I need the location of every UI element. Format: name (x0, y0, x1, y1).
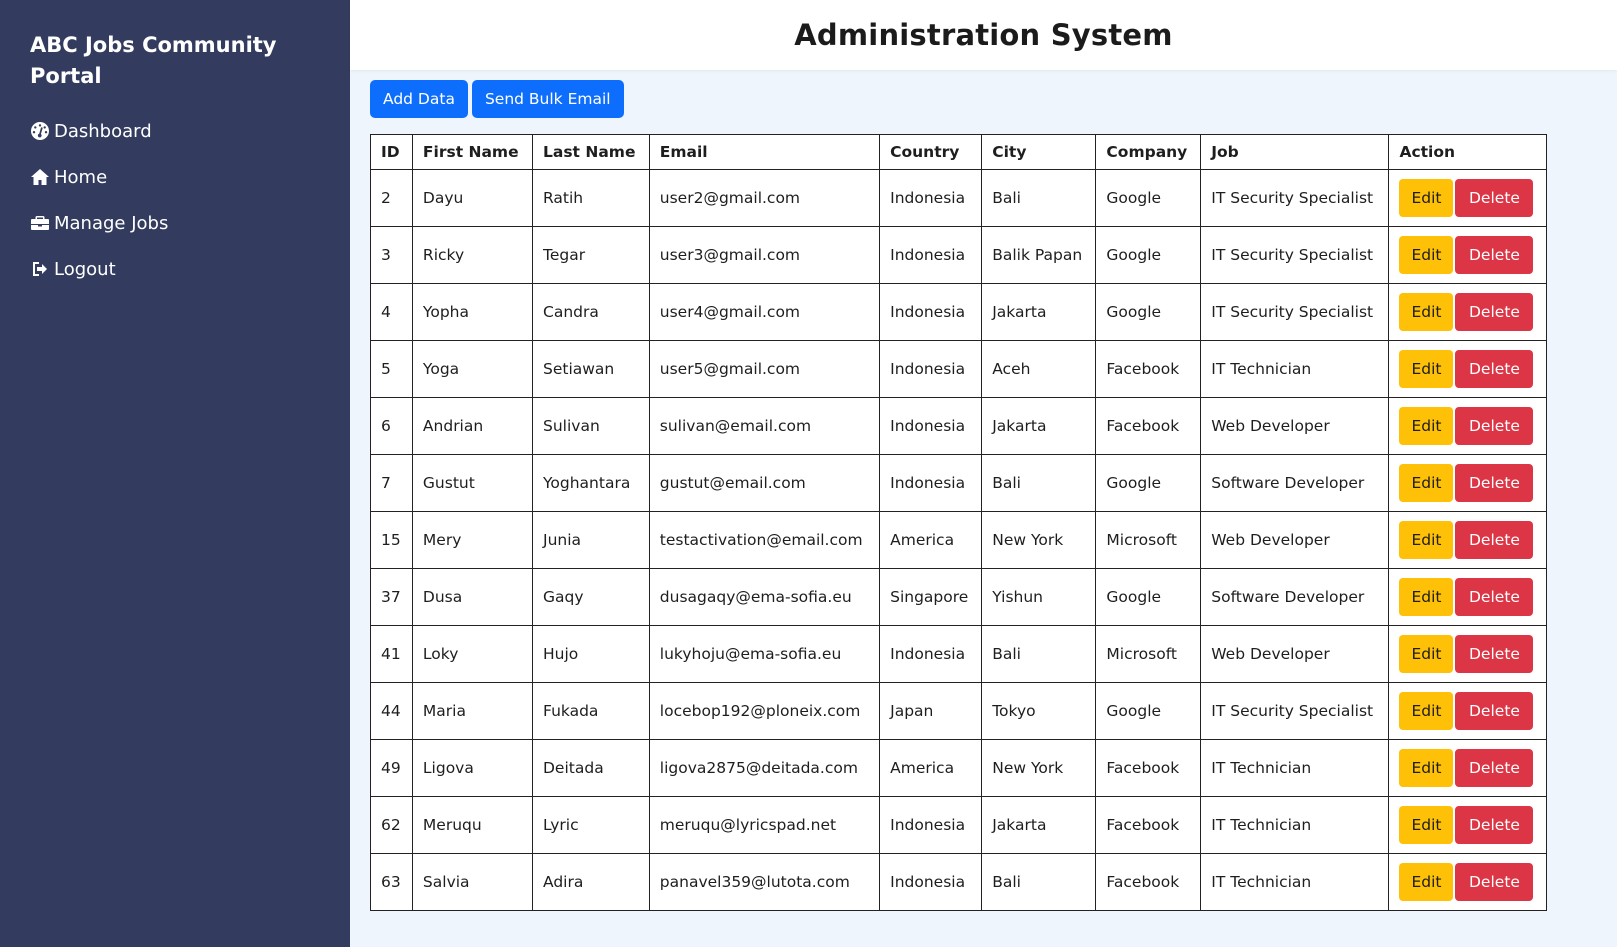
edit-button[interactable]: Edit (1399, 863, 1453, 901)
cell-first-name: Loky (412, 626, 532, 683)
table-row (371, 398, 1547, 455)
table-row (371, 683, 1547, 740)
cell-id: 63 (371, 854, 413, 911)
cell-action (1389, 569, 1547, 626)
cell-action (1389, 398, 1547, 455)
cell-last-name: Gaqy (533, 569, 650, 626)
cell-company: Microsoft (1096, 512, 1201, 569)
cell-email: user2@gmail.com (649, 170, 879, 227)
cell-last-name: Tegar (533, 227, 650, 284)
delete-button[interactable]: Delete (1455, 236, 1533, 274)
cell-last-name: Ratih (533, 170, 650, 227)
cell-first-name: Maria (412, 683, 532, 740)
cell-first-name: Salvia (412, 854, 532, 911)
cell-company: Facebook (1096, 341, 1201, 398)
table-row (371, 512, 1547, 569)
cell-job: Web Developer (1201, 626, 1389, 683)
column-header-city: City (982, 135, 1096, 170)
cell-company: Facebook (1096, 854, 1201, 911)
cell-country: America (880, 740, 982, 797)
sidebar-item-manage-jobs[interactable] (30, 200, 350, 246)
table-row (371, 341, 1547, 398)
home-icon (30, 167, 50, 187)
column-header-email: Email (649, 135, 879, 170)
column-header-country: Country (880, 135, 982, 170)
cell-last-name: Setiawan (533, 341, 650, 398)
edit-button[interactable]: Edit (1399, 692, 1453, 730)
cell-company: Google (1096, 455, 1201, 512)
cell-job: IT Technician (1201, 797, 1389, 854)
column-header-job: Job (1201, 135, 1389, 170)
dashboard-icon (30, 121, 50, 141)
cell-email: user4@gmail.com (649, 284, 879, 341)
cell-city: Bali (982, 455, 1096, 512)
edit-button[interactable]: Edit (1399, 521, 1453, 559)
table-row (371, 797, 1547, 854)
cell-first-name: Ricky (412, 227, 532, 284)
delete-button[interactable]: Delete (1455, 635, 1533, 673)
delete-button[interactable]: Delete (1455, 521, 1533, 559)
cell-id: 5 (371, 341, 413, 398)
cell-last-name: Sulivan (533, 398, 650, 455)
cell-first-name: Ligova (412, 740, 532, 797)
cell-city: Yishun (982, 569, 1096, 626)
cell-action (1389, 455, 1547, 512)
cell-country: Indonesia (880, 797, 982, 854)
cell-first-name: Dayu (412, 170, 532, 227)
cell-email: panavel359@lutota.com (649, 854, 879, 911)
cell-action (1389, 170, 1547, 227)
cell-job: IT Security Specialist (1201, 284, 1389, 341)
cell-country: Indonesia (880, 170, 982, 227)
cell-email: sulivan@email.com (649, 398, 879, 455)
cell-city: New York (982, 740, 1096, 797)
cell-action (1389, 341, 1547, 398)
briefcase-icon (30, 213, 50, 233)
cell-email: user5@gmail.com (649, 341, 879, 398)
cell-city: New York (982, 512, 1096, 569)
cell-id: 6 (371, 398, 413, 455)
cell-email: lukyhoju@ema-sofia.eu (649, 626, 879, 683)
edit-button[interactable]: Edit (1399, 635, 1453, 673)
table-row (371, 854, 1547, 911)
delete-button[interactable]: Delete (1455, 350, 1533, 388)
cell-job: Web Developer (1201, 398, 1389, 455)
edit-button[interactable]: Edit (1399, 464, 1453, 502)
cell-last-name: Deitada (533, 740, 650, 797)
cell-job: IT Technician (1201, 740, 1389, 797)
delete-button[interactable]: Delete (1455, 179, 1533, 217)
cell-company: Google (1096, 284, 1201, 341)
column-header-id: ID (371, 135, 413, 170)
cell-email: testactivation@email.com (649, 512, 879, 569)
cell-id: 2 (371, 170, 413, 227)
cell-city: Aceh (982, 341, 1096, 398)
edit-button[interactable]: Edit (1399, 407, 1453, 445)
cell-country: Indonesia (880, 284, 982, 341)
cell-action (1389, 854, 1547, 911)
cell-country: Indonesia (880, 854, 982, 911)
delete-button[interactable]: Delete (1455, 293, 1533, 331)
delete-button[interactable]: Delete (1455, 749, 1533, 787)
cell-email: locebop192@ploneix.com (649, 683, 879, 740)
delete-button[interactable]: Delete (1455, 692, 1533, 730)
cell-email: meruqu@lyricspad.net (649, 797, 879, 854)
column-header-last-name: Last Name (533, 135, 650, 170)
cell-action (1389, 797, 1547, 854)
cell-first-name: Gustut (412, 455, 532, 512)
cell-first-name: Meruqu (412, 797, 532, 854)
cell-city: Jakarta (982, 797, 1096, 854)
edit-button[interactable]: Edit (1399, 179, 1453, 217)
edit-button[interactable]: Edit (1399, 578, 1453, 616)
toolbar (370, 80, 624, 118)
sidebar-item-logout[interactable] (30, 246, 350, 292)
cell-job: IT Technician (1201, 341, 1389, 398)
cell-job: Software Developer (1201, 569, 1389, 626)
table-row (371, 626, 1547, 683)
cell-id: 4 (371, 284, 413, 341)
table-row (371, 740, 1547, 797)
cell-action (1389, 740, 1547, 797)
cell-id: 7 (371, 455, 413, 512)
cell-id: 44 (371, 683, 413, 740)
cell-action (1389, 626, 1547, 683)
table-row (371, 455, 1547, 512)
cell-company: Facebook (1096, 797, 1201, 854)
delete-button[interactable]: Delete (1455, 863, 1533, 901)
cell-country: Indonesia (880, 455, 982, 512)
cell-id: 62 (371, 797, 413, 854)
brand-title[interactable]: ABC Jobs Community Portal (30, 33, 277, 88)
cell-action (1389, 683, 1547, 740)
cell-city: Jakarta (982, 284, 1096, 341)
cell-last-name: Candra (533, 284, 650, 341)
cell-action (1389, 284, 1547, 341)
cell-email: ligova2875@deitada.com (649, 740, 879, 797)
cell-last-name: Junia (533, 512, 650, 569)
cell-last-name: Lyric (533, 797, 650, 854)
cell-job: IT Security Specialist (1201, 227, 1389, 284)
cell-company: Google (1096, 569, 1201, 626)
cell-email: user3@gmail.com (649, 227, 879, 284)
sidebar-item-label: Dashboard (54, 120, 152, 142)
table-row (371, 284, 1547, 341)
send-bulk-email-button[interactable]: Send Bulk Email (472, 80, 624, 118)
cell-company: Google (1096, 683, 1201, 740)
page-title: Administration System (794, 18, 1173, 52)
cell-city: Balik Papan (982, 227, 1096, 284)
cell-city: Bali (982, 626, 1096, 683)
sidebar-item-dashboard[interactable] (30, 108, 350, 154)
cell-country: Indonesia (880, 227, 982, 284)
table-row (371, 569, 1547, 626)
table-body (371, 170, 1547, 911)
cell-city: Bali (982, 170, 1096, 227)
cell-id: 15 (371, 512, 413, 569)
cell-first-name: Mery (412, 512, 532, 569)
cell-company: Facebook (1096, 740, 1201, 797)
cell-job: Web Developer (1201, 512, 1389, 569)
cell-first-name: Yopha (412, 284, 532, 341)
cell-first-name: Dusa (412, 569, 532, 626)
cell-country: America (880, 512, 982, 569)
cell-email: gustut@email.com (649, 455, 879, 512)
delete-button[interactable]: Delete (1455, 578, 1533, 616)
sidebar (0, 0, 350, 947)
sidebar-item-label: Home (54, 166, 108, 188)
cell-id: 3 (371, 227, 413, 284)
table-row (371, 227, 1547, 284)
cell-city: Bali (982, 854, 1096, 911)
cell-job: IT Security Specialist (1201, 170, 1389, 227)
page-header (350, 0, 1617, 70)
table-header-row (371, 135, 1547, 170)
table-row (371, 170, 1547, 227)
cell-last-name: Adira (533, 854, 650, 911)
edit-button[interactable]: Edit (1399, 293, 1453, 331)
cell-company: Google (1096, 227, 1201, 284)
sidebar-item-label: Logout (54, 258, 116, 280)
cell-country: Indonesia (880, 341, 982, 398)
users-table (370, 134, 1547, 911)
cell-id: 49 (371, 740, 413, 797)
cell-job: IT Security Specialist (1201, 683, 1389, 740)
cell-id: 37 (371, 569, 413, 626)
cell-country: Singapore (880, 569, 982, 626)
cell-country: Japan (880, 683, 982, 740)
cell-first-name: Andrian (412, 398, 532, 455)
cell-company: Microsoft (1096, 626, 1201, 683)
delete-button[interactable]: Delete (1455, 407, 1533, 445)
edit-button[interactable]: Edit (1399, 350, 1453, 388)
sidebar-item-label: Manage Jobs (54, 212, 169, 234)
column-header-company: Company (1096, 135, 1201, 170)
cell-first-name: Yoga (412, 341, 532, 398)
logout-icon (30, 259, 50, 279)
cell-city: Jakarta (982, 398, 1096, 455)
cell-company: Facebook (1096, 398, 1201, 455)
cell-last-name: Fukada (533, 683, 650, 740)
column-header-first-name: First Name (412, 135, 532, 170)
cell-country: Indonesia (880, 398, 982, 455)
column-header-action: Action (1389, 135, 1547, 170)
cell-job: IT Technician (1201, 854, 1389, 911)
cell-id: 41 (371, 626, 413, 683)
cell-country: Indonesia (880, 626, 982, 683)
cell-last-name: Yoghantara (533, 455, 650, 512)
edit-button[interactable]: Edit (1399, 749, 1453, 787)
delete-button[interactable]: Delete (1455, 806, 1533, 844)
cell-email: dusagaqy@ema-sofia.eu (649, 569, 879, 626)
cell-action (1389, 227, 1547, 284)
sidebar-item-home[interactable] (30, 154, 350, 200)
edit-button[interactable]: Edit (1399, 236, 1453, 274)
cell-job: Software Developer (1201, 455, 1389, 512)
cell-city: Tokyo (982, 683, 1096, 740)
delete-button[interactable]: Delete (1455, 464, 1533, 502)
add-data-button[interactable]: Add Data (370, 80, 468, 118)
edit-button[interactable]: Edit (1399, 806, 1453, 844)
cell-action (1389, 512, 1547, 569)
cell-last-name: Hujo (533, 626, 650, 683)
cell-company: Google (1096, 170, 1201, 227)
